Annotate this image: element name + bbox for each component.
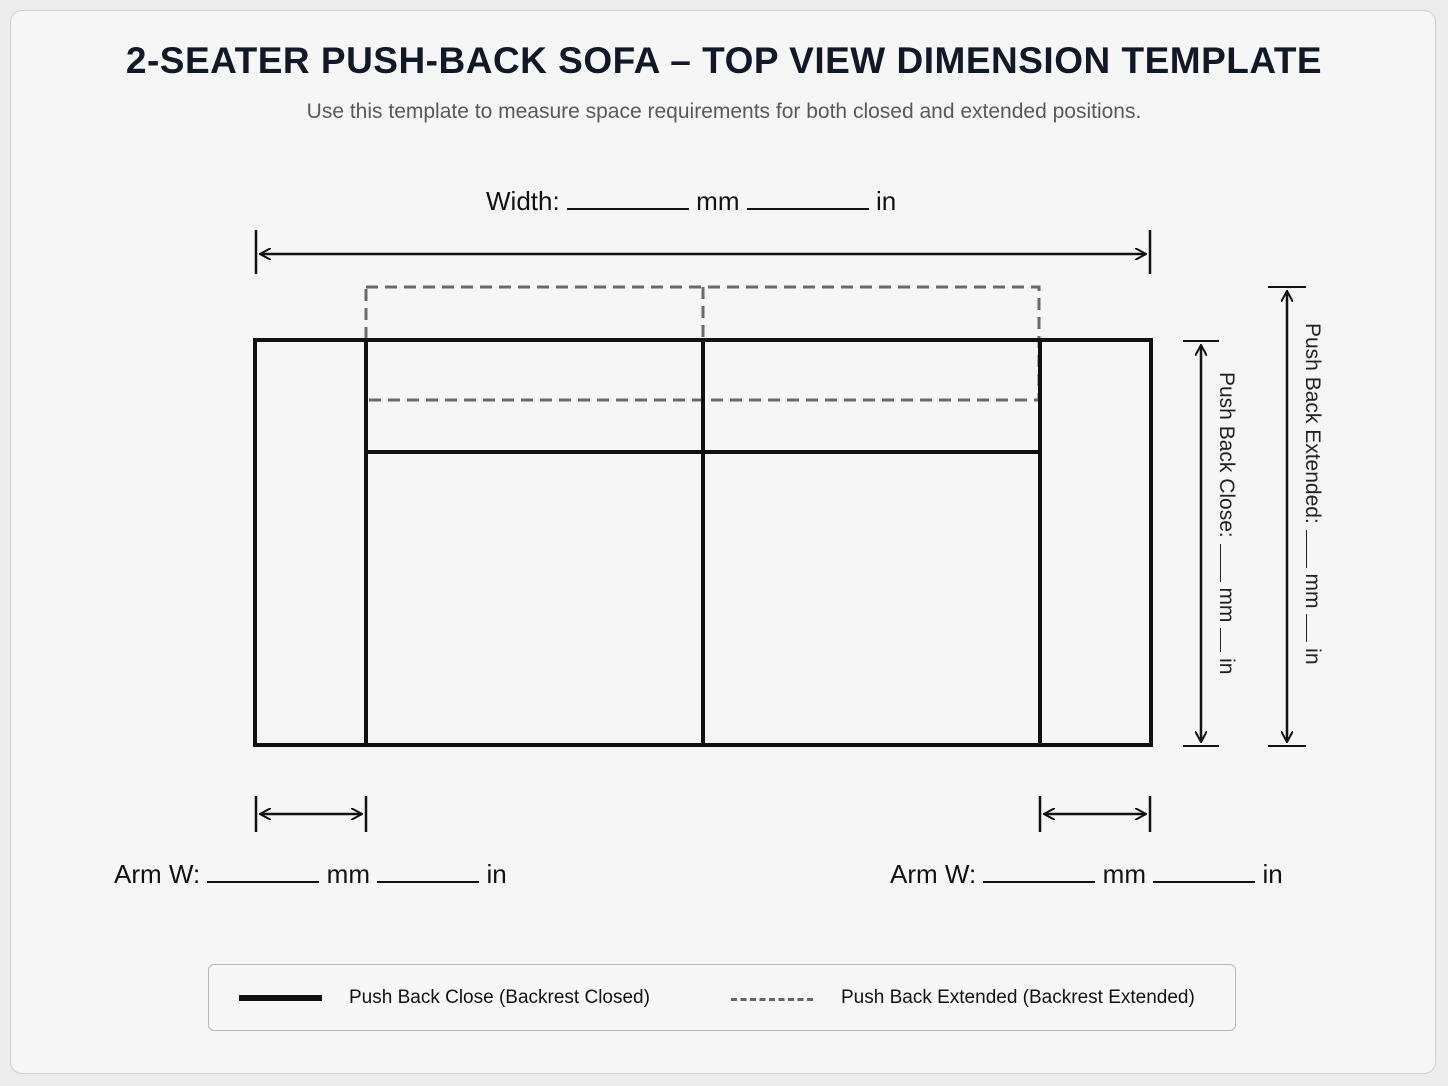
depth-close-label [1214, 372, 1238, 674]
width-unit-in: in [875, 186, 897, 216]
arm-left-mm-blank[interactable] [207, 859, 319, 883]
width-label: Width: [486, 186, 560, 216]
arm-right-field [890, 859, 1283, 889]
depth-extended-in-blank[interactable] [1306, 614, 1323, 642]
depth-close-in-blank[interactable] [1220, 628, 1237, 652]
depth-close-text: Push Back Close: [1215, 372, 1238, 538]
legend-solid-line-swatch [239, 995, 322, 1001]
arm-right-unit-mm: mm [1102, 859, 1146, 889]
width-dimension [256, 230, 1150, 274]
depth-close-mm-blank[interactable] [1220, 544, 1237, 582]
depth-close-unit-in: in [1215, 658, 1238, 675]
depth-extended-label [1300, 323, 1324, 665]
legend-dashed-label: Push Back Extended (Backrest Extended) [841, 987, 1195, 1008]
arm-right-dimension [1040, 796, 1150, 832]
depth-extended-text: Push Back Extended: [1301, 323, 1324, 524]
arm-left-unit-in: in [486, 859, 507, 889]
arm-right-in-blank[interactable] [1153, 859, 1255, 883]
legend-solid-label: Push Back Close (Backrest Closed) [349, 987, 650, 1008]
depth-extended-unit-mm: mm [1301, 573, 1324, 609]
depth-extended-unit-in: in [1301, 648, 1324, 665]
depth-extended-mm-blank[interactable] [1306, 530, 1323, 568]
arm-left-field [114, 859, 507, 889]
arm-right-mm-blank[interactable] [983, 859, 1095, 883]
arm-left-label: Arm W: [114, 859, 201, 889]
page-subtitle: Use this template to measure space requirements for both closed and extended positions. [306, 100, 1142, 123]
arm-left-in-blank[interactable] [377, 859, 479, 883]
width-unit-mm: mm [696, 186, 740, 216]
arm-left-dimension [256, 796, 366, 832]
arm-right-label: Arm W: [890, 859, 977, 889]
legend-box [208, 964, 1236, 1031]
depth-close-unit-mm: mm [1215, 587, 1238, 623]
arm-right-unit-in: in [1262, 859, 1283, 889]
page-title: 2-SEATER PUSH-BACK SOFA – TOP VIEW DIMENSION TEMPLATE [125, 40, 1323, 81]
legend-dashed-line-swatch [731, 998, 813, 1001]
arm-left-unit-mm: mm [326, 859, 370, 889]
